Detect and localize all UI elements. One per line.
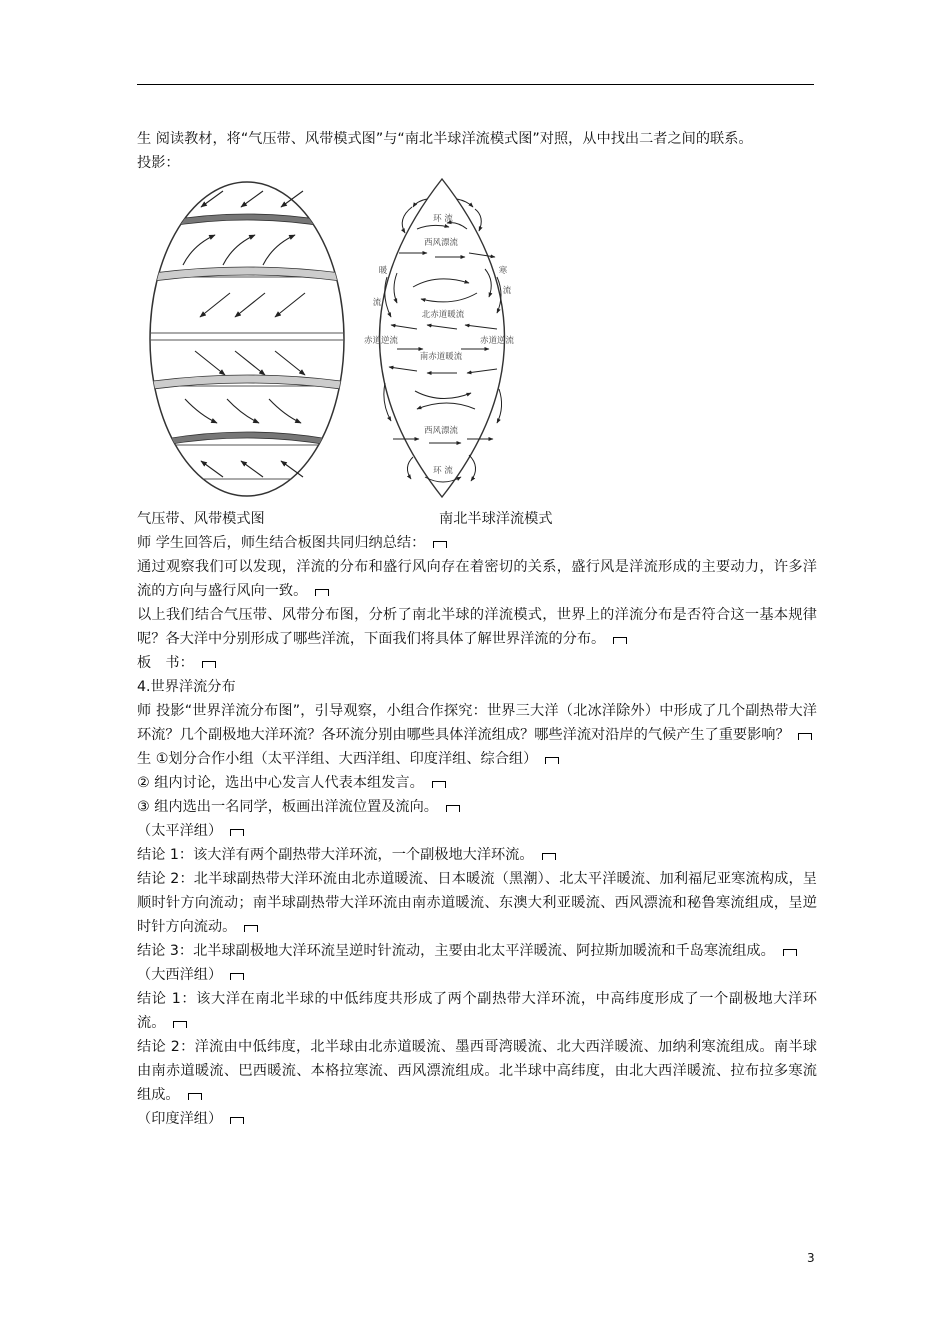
paragraph-mark-icon <box>230 829 244 836</box>
paragraph <box>137 747 817 771</box>
paragraph-mark-icon <box>173 1021 187 1028</box>
paragraph-text: （印度洋组） <box>137 1111 223 1127</box>
label-north-equatorial: 北赤道暖流 <box>421 310 465 320</box>
paragraph-text: 师 学生回答后，师生结合板图共同归纳总结： <box>137 535 426 551</box>
paragraph-mark-icon <box>244 925 258 932</box>
paragraph <box>137 939 817 963</box>
paragraph-text: 结论 3：北半球副极地大洋环流呈逆时针流动，主要由北太平洋暖流、阿拉斯加暖流和千岛寒流组成。 <box>137 943 775 959</box>
paragraph-mark-icon <box>202 661 216 668</box>
label-westerly-north: 西风漂流 <box>423 238 459 248</box>
paragraph <box>137 603 817 651</box>
paragraph-text: 通过观察我们可以发现，洋流的分布和盛行风向存在着密切的关系，盛行风是洋流形成的主要动力，许多洋流的方向与盛行风向一致。 <box>137 559 817 599</box>
label-huan-top: 环 流 <box>433 214 453 224</box>
paragraph: 投影： <box>137 155 180 171</box>
label-warm: 暖 <box>378 266 388 276</box>
paragraph-mark-icon <box>230 1117 244 1124</box>
paragraph-mark-icon <box>315 589 329 596</box>
paragraph-mark-icon <box>230 973 244 980</box>
label-cold: 寒 <box>498 266 508 276</box>
paragraph <box>137 1035 817 1107</box>
label-westerly-south: 西风漂流 <box>423 426 459 436</box>
label-flow-left: 流 <box>372 298 382 308</box>
label-flow-right: 流 <box>502 286 512 296</box>
paragraph-mark-icon <box>446 805 460 812</box>
paragraph <box>137 699 817 747</box>
paragraph <box>137 843 817 867</box>
figure-row <box>137 177 817 507</box>
paragraph-mark-icon <box>545 757 559 764</box>
paragraph <box>137 819 817 843</box>
ocean-current-model-diagram <box>357 177 527 499</box>
pressure-wind-belt-diagram <box>145 177 350 499</box>
paragraph-text: 生 ①划分合作小组（太平洋组、大西洋组、印度洋组、综合组） <box>137 751 538 767</box>
paragraph-text: ② 组内讨论，选出中心发言人代表本组发言。 <box>137 775 424 791</box>
paragraph-text: 结论 1：该大洋有两个副热带大洋环流，一个副极地大洋环流。 <box>137 847 534 863</box>
label-huan-bottom: 环 流 <box>433 466 453 476</box>
caption-right: 南北半球洋流模式 <box>439 511 553 527</box>
page-number: 3 <box>807 1251 815 1265</box>
paragraph <box>137 867 817 939</box>
paragraph <box>137 1107 817 1131</box>
page-content <box>137 127 817 1131</box>
figure-captions <box>137 507 817 531</box>
paragraph-text: （大西洋组） <box>137 967 223 983</box>
paragraph <box>137 651 817 675</box>
label-counter-right: 赤道逆流 <box>479 336 515 346</box>
body-paragraphs <box>137 531 817 1131</box>
label-south-equatorial: 南赤道暖流 <box>419 352 463 362</box>
paragraph-text: 以上我们结合气压带、风带分布图，分析了南北半球的洋流模式，世界上的洋流分布是否符合这一基本规律呢？各大洋中分别形成了哪些洋流，下面我们将具体了解世界洋流的分布。 <box>137 607 817 647</box>
paragraph <box>137 795 817 819</box>
paragraph <box>137 963 817 987</box>
paragraph <box>137 555 817 603</box>
paragraph <box>137 771 817 795</box>
paragraph-mark-icon <box>542 853 556 860</box>
paragraph-mark-icon <box>433 541 447 548</box>
paragraph-mark-icon <box>613 637 627 644</box>
paragraph-text: 结论 1：该大洋在南北半球的中低纬度共形成了两个副热带大洋环流，中高纬度形成了一个副极地大洋环流。 <box>137 991 817 1031</box>
paragraph-text: 师 投影“世界洋流分布图”，引导观察，小组合作探究：世界三大洋（北冰洋除外）中形成了几个副热带大洋环流？几个副极地大洋环流？各环流分别由哪些具体洋流组成？哪些洋流对沿岸的气候产生了重要影响？ <box>137 703 817 743</box>
paragraph-mark-icon <box>188 1093 202 1100</box>
paragraph: 生 阅读教材，将“气压带、风带模式图”与“南北半球洋流模式图”对照，从中找出二者之间的联系。 <box>137 131 753 147</box>
paragraph-text: 4.世界洋流分布 <box>137 679 236 695</box>
paragraph-mark-icon <box>783 949 797 956</box>
paragraph-text: （太平洋组） <box>137 823 223 839</box>
label-counter-left: 赤道逆流 <box>363 336 399 346</box>
paragraph-mark-icon <box>798 733 812 740</box>
paragraph-text: ③ 组内选出一名同学，板画出洋流位置及流向。 <box>137 799 438 815</box>
paragraph-text: 结论 2：洋流由中低纬度，北半球由北赤道暖流、墨西哥湾暖流、北大西洋暖流、加纳利寒流组成。南半球由南赤道暖流、巴西暖流、本格拉寒流、西风漂流组成。北半球中高纬度，由北大西洋暖流、拉布拉多寒流组成。 <box>137 1039 817 1103</box>
paragraph-text: 结论 2：北半球副热带大洋环流由北赤道暖流、日本暖流（黑潮）、北太平洋暖流、加利福尼亚寒流构成，呈顺时针方向流动；南半球副热带大洋环流由南赤道暖流、东澳大利亚暖流、西风漂流和秘鲁寒流组成，呈逆时针方向流动。 <box>137 871 817 935</box>
paragraph <box>137 675 817 699</box>
caption-left: 气压带、风带模式图 <box>137 511 265 527</box>
header-rule <box>137 84 814 85</box>
paragraph-mark-icon <box>432 781 446 788</box>
paragraph <box>137 987 817 1035</box>
paragraph-text: 板 书： <box>137 655 194 671</box>
paragraph <box>137 531 817 555</box>
